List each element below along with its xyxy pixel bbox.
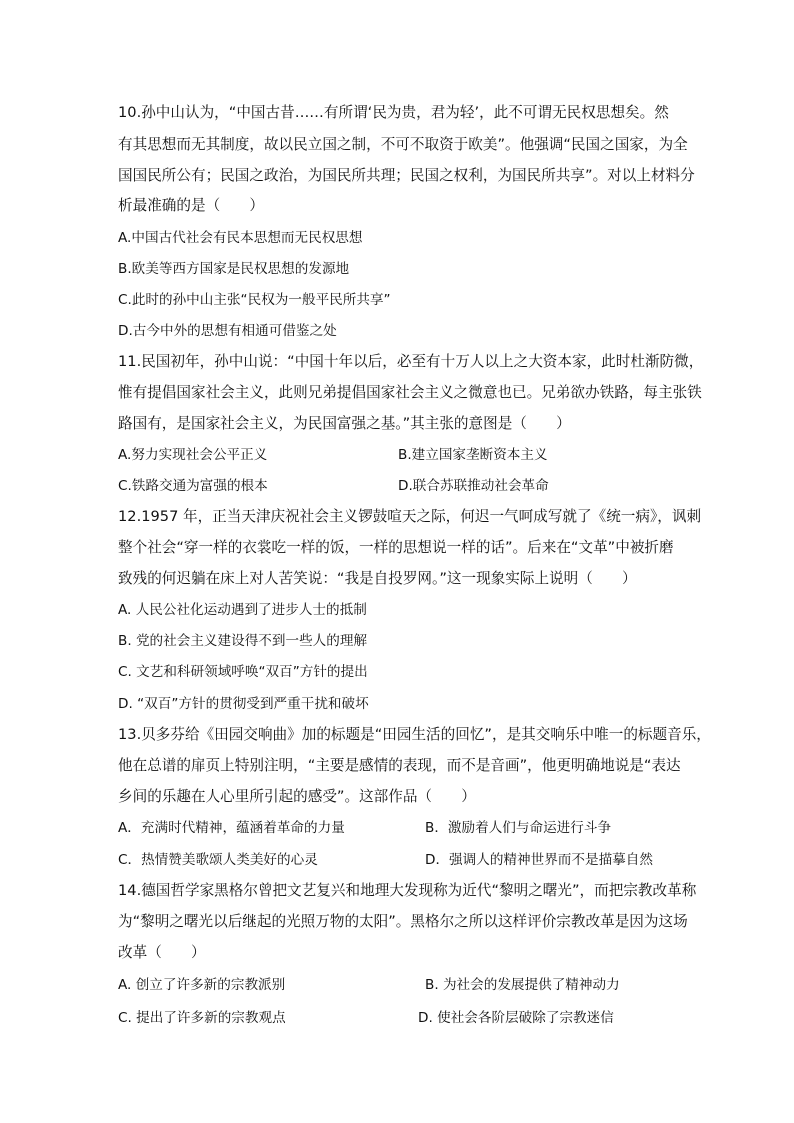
q12-stem-line-3: 致残的何迟躺在床上对人苦笑说：“我是自投罗网。”这一现象实际上说明（ ）	[118, 570, 637, 587]
q12-stem-line-2: 整个社会“穿一样的衣裳吃一样的饭，一样的思想说一样的话”。后来在“文革”中被折磨	[118, 539, 674, 556]
q11-option-a[interactable]: A.努力实现社会公平正义	[118, 447, 268, 463]
q13-option-c[interactable]: C．热情赞美歌颂人类美好的心灵	[118, 852, 318, 868]
q14-stem-line-3: 改革（ ）	[118, 944, 206, 961]
q11-stem-line-1: 11.民国初年，孙中山说：“中国十年以后，必至有十万人以上之大资本家，此时杜渐防微，	[118, 353, 704, 370]
q14-stem-line-1: 14.德国哲学家黑格尔曾把文艺复兴和地理大发现称为近代“黎明之曙光”，而把宗教改革称	[118, 882, 697, 899]
q10-stem-line-4: 析最准确的是（ ）	[118, 197, 264, 214]
q14-option-d[interactable]: D. 使社会各阶层破除了宗教迷信	[418, 1010, 614, 1026]
q14-option-b[interactable]: B. 为社会的发展提供了精神动力	[425, 977, 620, 993]
q13-stem-line-2: 他在总谱的扉页上特别注明，“主要是感情的表现，而不是音画”，他更明确地说是“表达	[118, 757, 681, 774]
q14-option-a[interactable]: A. 创立了许多新的宗教派别	[118, 977, 286, 993]
q13-option-d[interactable]: D．强调人的精神世界而不是描摹自然	[425, 852, 653, 868]
q10-option-c[interactable]: C.此时的孙中山主张“民权为一般平民所共享”	[118, 292, 391, 308]
q13-option-a[interactable]: A．充满时代精神，蕴涵着革命的力量	[118, 820, 345, 836]
q12-option-b[interactable]: B. 党的社会主义建设得不到一些人的理解	[118, 633, 368, 649]
q11-option-b[interactable]: B.建立国家垄断资本主义	[398, 447, 548, 463]
q10-stem-line-3: 国国民所公有；民国之政治，为国民所共理；民国之权利，为国民所共享”。对以上材料分	[118, 167, 695, 184]
q13-stem-line-3: 乡间的乐趣在人心里所引起的感受”。这部作品（ ）	[118, 788, 476, 805]
q11-option-c[interactable]: C.铁路交通为富强的根本	[118, 478, 268, 494]
q14-option-c[interactable]: C. 提出了许多新的宗教观点	[118, 1010, 286, 1026]
q13-stem-line-1: 13.贝多芬给《田园交响曲》加的标题是“田园生活的回忆”，是其交响乐中唯一的标题音乐，	[118, 726, 711, 743]
q11-stem-line-3: 路国有，是国家社会主义，为民国富强之基。”其主张的意图是（ ）	[118, 415, 571, 432]
q11-option-d[interactable]: D.联合苏联推动社会革命	[398, 478, 549, 494]
q10-stem-line-2: 有其思想而无其制度，故以民立国之制，不可不取资于欧美”。他强调“民国之国家，为全	[118, 136, 688, 153]
q10-option-b[interactable]: B.欧美等西方国家是民权思想的发源地	[118, 261, 350, 277]
q10-stem-line-1: 10.孙中山认为，“中国古昔……有所谓‘民为贵，君为轻’，此不可谓无民权思想矣。然	[118, 104, 669, 121]
q12-stem-line-1: 12.1957 年，正当天津庆祝社会主义锣鼓喧天之际，何迟一气呵成写就了《统一病》，讽刺	[118, 508, 702, 525]
q10-option-d[interactable]: D.古今中外的思想有相通可借鉴之处	[118, 323, 337, 339]
q12-option-c[interactable]: C. 文艺和科研领域呼唤“双百”方针的提出	[118, 664, 368, 680]
q14-stem-line-2: 为“黎明之曙光以后继起的光照万物的太阳”。黑格尔之所以这样评价宗教改革是因为这场	[118, 913, 688, 930]
q12-option-a[interactable]: A. 人民公社化运动遇到了进步人士的抵制	[118, 602, 367, 618]
q12-option-d[interactable]: D. “双百”方针的贯彻受到严重干扰和破坏	[118, 696, 369, 712]
q11-stem-line-2: 惟有提倡国家社会主义，此则兄弟提倡国家社会主义之微意也已。兄弟欲办铁路，每主张铁	[118, 384, 702, 401]
q10-option-a[interactable]: A.中国古代社会有民本思想而无民权思想	[118, 230, 363, 246]
q13-option-b[interactable]: B．激励着人们与命运进行斗争	[425, 820, 612, 836]
